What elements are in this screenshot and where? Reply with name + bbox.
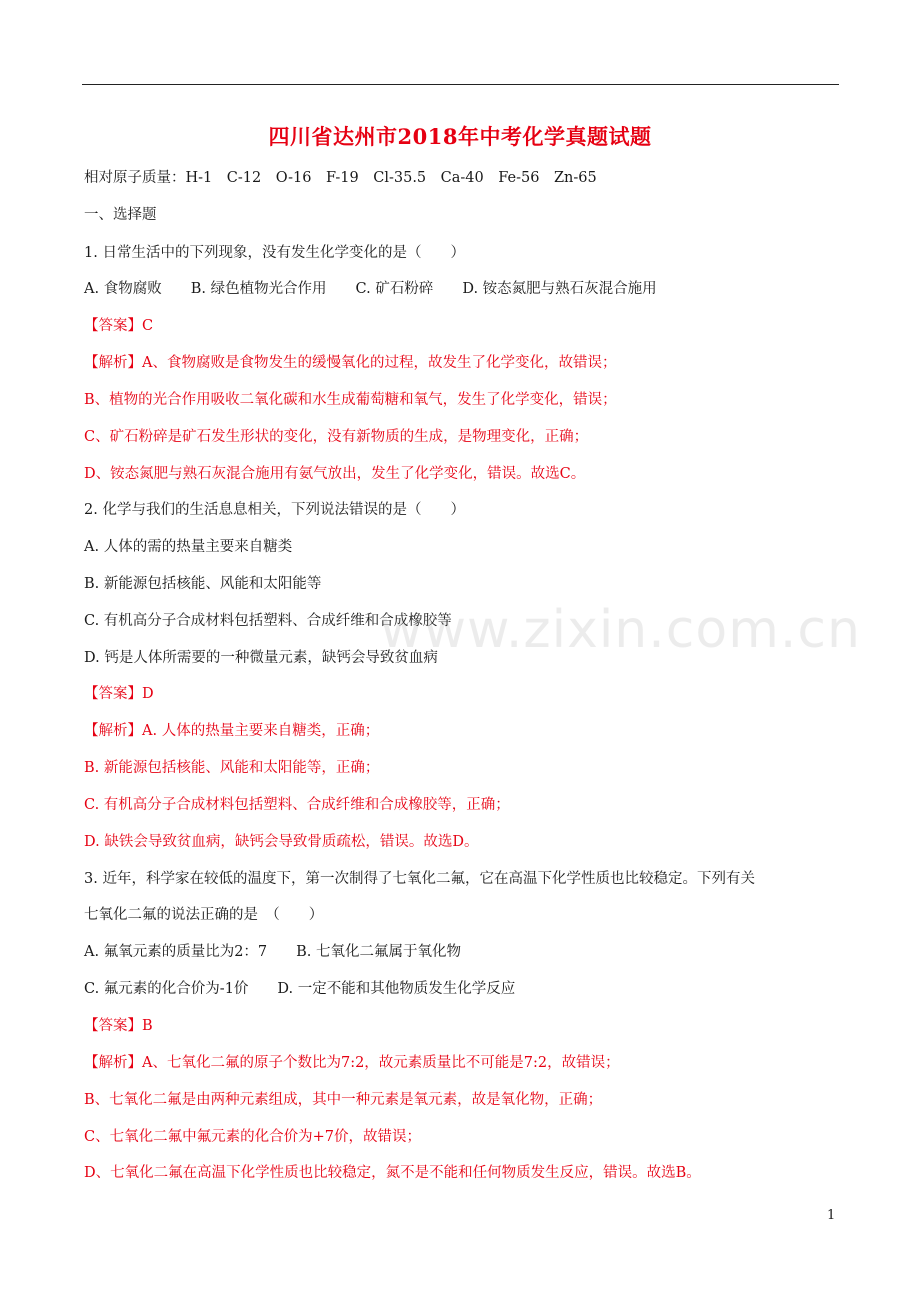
question-1-explanation-b: B、植物的光合作用吸收二氧化碳和水生成葡萄糖和氧气，发生了化学变化，错误； bbox=[84, 392, 617, 408]
question-2-option-c: C. 有机高分子合成材料包括塑料、合成纤维和合成橡胶等 bbox=[84, 613, 452, 629]
section-heading: 一、选择题 bbox=[84, 207, 157, 223]
question-1-options: A. 食物腐败 B. 绿色植物光合作用 C. 矿石粉碎 D. 铵态氮肥与熟石灰混合施用 bbox=[84, 281, 657, 297]
page-number: 1 bbox=[827, 1208, 836, 1223]
question-2-option-d: D. 钙是人体所需要的一种微量元素，缺钙会导致贫血病 bbox=[84, 650, 438, 666]
question-3-explanation-d: D、七氧化二氟在高温下化学性质也比较稳定，氮不是不能和任何物质发生反应，错误。故选B。 bbox=[84, 1165, 701, 1181]
question-2-stem: 2. 化学与我们的生活息息相关，下列说法错误的是（ ） bbox=[84, 502, 465, 518]
question-2-explanation-a: 【解析】A. 人体的热量主要来自糖类，正确； bbox=[84, 723, 380, 739]
atomic-masses: 相对原子质量：H-1 C-12 O-16 F-19 Cl-35.5 Ca-40 Fe-56 Zn-65 bbox=[84, 170, 597, 186]
question-3-explanation-b: B、七氧化二氟是由两种元素组成，其中一种元素是氧元素，故是氧化物，正确； bbox=[84, 1092, 603, 1108]
question-2-explanation-b: B. 新能源包括核能、风能和太阳能等，正确； bbox=[84, 760, 380, 776]
question-3-options-cd: C. 氟元素的化合价为-1价 D. 一定不能和其他物质发生化学反应 bbox=[84, 981, 516, 997]
question-3-answer: 【答案】B bbox=[84, 1018, 153, 1034]
question-2-answer: 【答案】D bbox=[84, 686, 154, 702]
question-2-option-a: A. 人体的需的热量主要来自糖类 bbox=[84, 539, 293, 555]
question-3-explanation-c: C、七氧化二氟中氟元素的化合价为+7价，故错误； bbox=[84, 1129, 421, 1145]
question-1-answer: 【答案】C bbox=[84, 318, 154, 334]
page-title: 四川省达州市2018年中考化学真题试题 bbox=[268, 124, 652, 149]
question-1-explanation-a: 【解析】A、食物腐败是食物发生的缓慢氧化的过程，故发生了化学变化，故错误； bbox=[84, 355, 617, 371]
question-3-stem: 3. 近年，科学家在较低的温度下，第一次制得了七氧化二氟，它在高温下化学性质也比较稳定。下列有关 bbox=[84, 871, 755, 887]
question-1-stem: 1. 日常生活中的下列现象，没有发生化学变化的是（ ） bbox=[84, 245, 465, 261]
question-2-option-b: B. 新能源包括核能、风能和太阳能等 bbox=[84, 576, 322, 592]
question-2-explanation-c: C. 有机高分子合成材料包括塑料、合成纤维和合成橡胶等，正确； bbox=[84, 797, 510, 813]
question-2-explanation-d: D. 缺铁会导致贫血病，缺钙会导致骨质疏松，错误。故选D。 bbox=[84, 834, 479, 850]
question-3-explanation-a: 【解析】A、七氧化二氟的原子个数比为7:2，故元素质量比不可能是7:2，故错误； bbox=[84, 1055, 620, 1071]
question-3-options-ab: A. 氟氧元素的质量比为2：7 B. 七氧化二氟属于氧化物 bbox=[84, 944, 462, 960]
watermark: www.zixin.com.cn bbox=[380, 600, 861, 660]
question-1-explanation-c: C、矿石粉碎是矿石发生形状的变化，没有新物质的生成，是物理变化，正确； bbox=[84, 429, 589, 445]
question-1-explanation-d: D、铵态氮肥与熟石灰混合施用有氨气放出，发生了化学变化，错误。故选C。 bbox=[84, 466, 586, 482]
question-3-stem-continued: 七氧化二氟的说法正确的是 （ ） bbox=[84, 907, 324, 923]
header-rule bbox=[82, 84, 839, 85]
